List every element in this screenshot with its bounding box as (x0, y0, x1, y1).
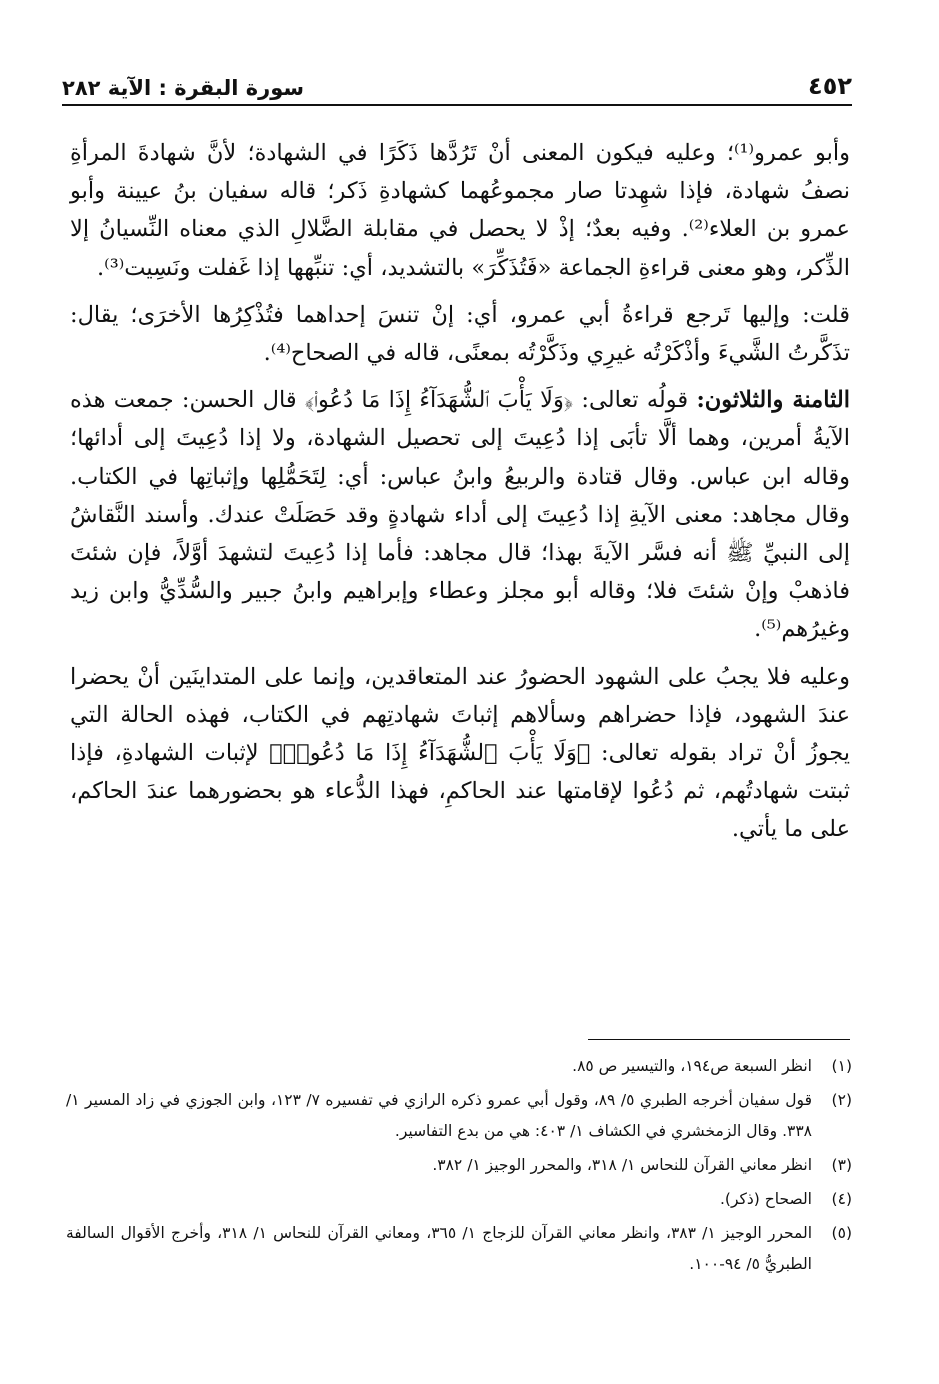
footnotes (66, 1051, 852, 1283)
paragraph-lead: الثامنة والثلاثون: (696, 387, 850, 414)
footnote (66, 1184, 852, 1215)
paragraph (70, 381, 850, 648)
paragraph-text: وأبو عمرو⁽¹⁾؛ وعليه فيكون المعنى أنْ تَرُدَّها ذَكَرًا في الشهادة؛ لأنَّ شهادةَ المرأةِ نصفُ شهادة، فإذا شهِدتا صار مجموعُهما كشهادةِ ذَكر؛ قاله سفيان بنُ عيينة وأبو عمرو بن العلاء⁽²⁾. وفيه بعدٌ؛ إذْ لا يحصل في مقابلة الضَّلالِ الذي معناه النِّسيانُ إلا الذِّكر، وهو معنى قراءةِ الجماعة «فَتُذَكِّرَ» بالتشديد، أي: تنبِّهها إذا غَفلت ونَسِيت⁽³⁾. (70, 140, 850, 281)
page-header (62, 64, 852, 106)
paragraph (70, 658, 850, 849)
footnote-divider (588, 1039, 850, 1040)
running-title: سورة البقرة : الآية ٢٨٢ (62, 76, 305, 100)
paragraph (70, 296, 850, 372)
footnote-number: (٤) (831, 1190, 852, 1208)
footnote-text: الصحاح (ذكر). (720, 1190, 812, 1208)
paragraph-text: وعليه فلا يجبُ على الشهود الحضورُ عند المتعاقدين، وإنما على المتداينَين أنْ يحضرا عندَ الشهود، فإذا حضراهم وسألاهم إثباتَ شهادتِهم في الكتاب، فهذه الحالة التي يجوزُ أنْ تراد بقوله تعالى: ﴿وَلَا يَأْبَ ٱلشُّهَدَآءُ إِذَا مَا دُعُوا۟﴾ لإثبات الشهادةِ، فإذا ثبتت شهادتُهم، ثم دُعُوا لإقامتها عند الحاكمِ، فهذا الدُّعاء هو بحضورهما عندَ الحاكم، على ما يأتي. (70, 663, 850, 843)
paragraph (70, 134, 850, 287)
footnote-number: (٥) (831, 1224, 852, 1242)
footnote (66, 1051, 852, 1082)
footnote-text: قول سفيان أخرجه الطبري ٥/ ٨٩، وقول أبي عمرو ذكره الرازي في تفسيره ٧/ ١٢٣، وابن الجوزي في زاد المسير ١/ ٣٣٨. وقال الزمخشري في الكشاف ١/ ٤٠٣: هي من بدع التفاسير. (66, 1091, 812, 1140)
footnote-number: (٣) (831, 1156, 852, 1174)
footnote (66, 1218, 852, 1280)
footnote-text: انظر السبعة ص١٩٤، والتيسير ص ٨٥. (572, 1057, 812, 1075)
page-number: ٤٥٢ (808, 72, 852, 100)
paragraph-text: قلت: وإليها تَرجع قراءةُ أبي عمرو، أي: إنْ تنسَ إحداهما فتُذْكِرُها الأخرَى؛ يقال: تذَكَّرتُ الشَّيءَ وأذْكَرْتُه غيرِي وذَكَّرْتُه بمعنًى، قاله في الصحاح⁽⁴⁾. (70, 301, 850, 367)
footnote (66, 1085, 852, 1147)
footnote-number: (١) (831, 1057, 852, 1075)
footnote-text: المحرر الوجيز ١/ ٣٨٣، وانظر معاني القرآن للزجاج ١/ ٣٦٥، ومعاني القرآن للنحاس ١/ ٣١٨، وأخرج الأقوال السالفة الطبريُّ ٥/ ٩٤-١٠٠. (66, 1224, 812, 1273)
paragraph-text: قولُه تعالى: ﴿وَلَا يَأْبَ ٱلشُّهَدَآءُ إِذَا مَا دُعُوا۟﴾ قال الحسن: جمعت هذه الآيةُ أمرين، وهما ألَّا تأبَى إذا دُعِيتَ إلى تحصيل الشهادة، ولا إذا دُعِيتَ إلى أدائها؛ وقاله ابن عباس. وقال قتادة والربيعُ وابنُ عباس: أي: لِتَحَمُّلِها وإثباتِها في الكتاب. وقال مجاهد: معنى الآيةِ إذا دُعِيتَ إلى أداء شهادةٍ وقد حَصَلَتْ عندك. وأسند النَّقاشُ إلى النبيِّ ﷺ أنه فسَّر الآيةَ بهذا؛ قال مجاهد: فأما إذا دُعِيتَ لتشهدَ أوَّلاً، فإن شئتَ فاذهبْ وإنْ شئتَ فلا؛ وقاله أبو مجلز وعطاء وإبراهيم وابنُ جبير والسُّدِّيُّ وابن زيد وغيرُهم⁽⁵⁾. (70, 387, 850, 643)
footnote-text: انظر معاني القرآن للنحاس ١/ ٣١٨، والمحرر الوجيز ١/ ٣٨٢. (432, 1156, 812, 1174)
footnote-number: (٢) (831, 1091, 852, 1109)
main-text (70, 134, 850, 858)
footnote (66, 1150, 852, 1181)
